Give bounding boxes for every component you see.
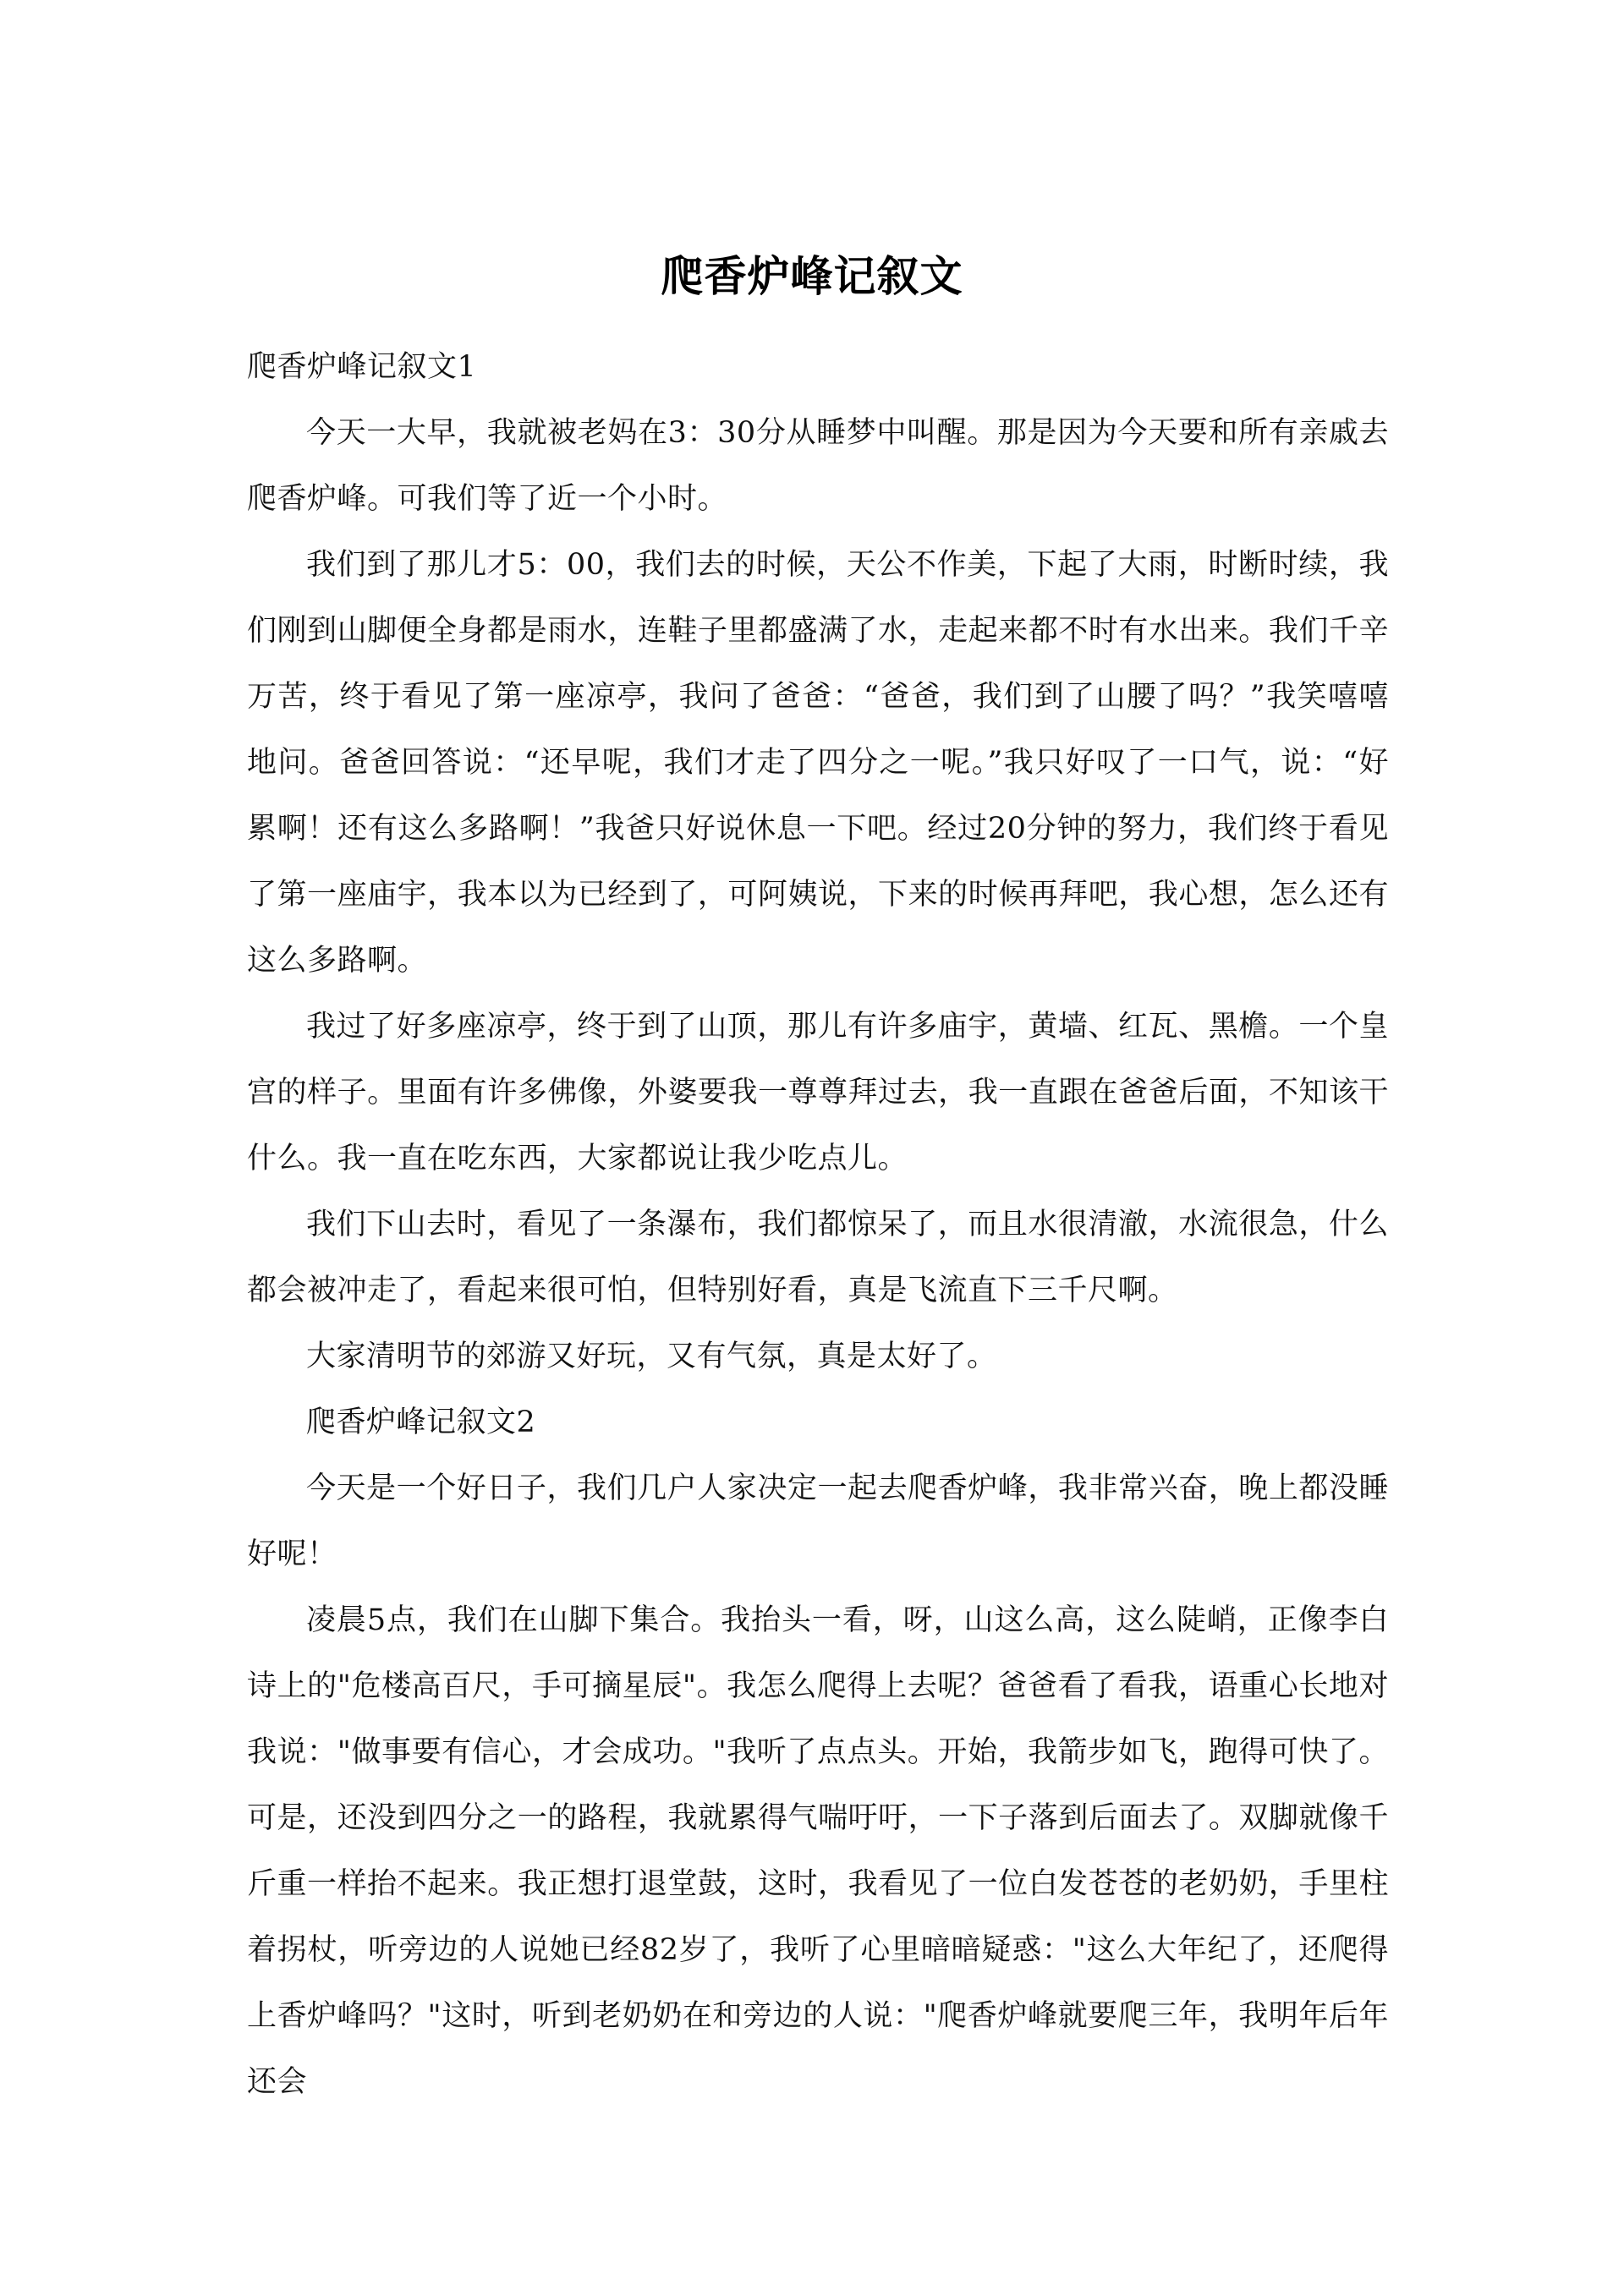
paragraph: 大家清明节的郊游又好玩，又有气氛，真是太好了。 xyxy=(306,1340,997,1373)
paragraph: 凌晨5点，我们在山脚下集合。我抬头一看，呀，山这么高，这么陡峭，正像李白诗上的"危楼高百尺，手可摘星辰"。我怎么爬得上去呢？爸爸看了看我，语重心长地对我说："做事要有信心，才会成功。"我听了点点头。开始，我箭步如飞，跑得可快了。可是，还没到四分之一的路程，我就累得气喘吁吁，一下子落到后面去了。双脚就像千斤重一样抬不起来。我正想打退堂鼓，这时，我看见了一位白发苍苍的老奶奶，手里柱着拐杖，听旁边的人说她已经82岁了，我听了心里暗暗疑惑："这么大年纪了，还爬得上香炉峰吗？"这时，听到老奶奶在和旁边的人说："爬香炉峰就要爬三年，我明年后年还会 xyxy=(247,1603,1389,2099)
document-body xyxy=(247,334,1389,2115)
paragraph: 今天是一个好日子，我们几户人家决定一起去爬香炉峰，我非常兴奋，晚上都没睡好呢！ xyxy=(247,1471,1389,1571)
paragraph: 我们下山去时，看见了一条瀑布，我们都惊呆了，而且水很清澈，水流很急，什么都会被冲走了，看起来很可怕，但特别好看，真是飞流直下三千尺啊。 xyxy=(247,1208,1389,1307)
section-heading: 爬香炉峰记叙文1 xyxy=(247,350,477,384)
paragraph: 今天一大早，我就被老妈在3：30分从睡梦中叫醒。那是因为今天要和所有亲戚去爬香炉峰。可我们等了近一个小时。 xyxy=(247,416,1389,516)
section-heading: 爬香炉峰记叙文2 xyxy=(306,1406,536,1439)
paragraph: 我过了好多座凉亭，终于到了山顶，那儿有许多庙宇，黄墙、红瓦、黑檐。一个皇宫的样子。里面有许多佛像，外婆要我一尊尊拜过去，我一直跟在爸爸后面，不知该干什么。我一直在吃东西，大家都说让我少吃点儿。 xyxy=(247,1010,1389,1175)
paragraph: 我们到了那儿才5：00，我们去的时候，天公不作美，下起了大雨，时断时续，我们刚到山脚便全身都是雨水，连鞋子里都盛满了水，走起来都不时有水出来。我们千辛万苦，终于看见了第一座凉亭，我问了爸爸：“爸爸，我们到了山腰了吗？”我笑嘻嘻地问。爸爸回答说：“还早呢，我们才走了四分之一呢。”我只好叹了一口气，说：“好累啊！还有这么多路啊！”我爸只好说休息一下吧。经过20分钟的努力，我们终于看见了第一座庙宇，我本以为已经到了，可阿姨说，下来的时候再拜吧，我心想，怎么还有这么多路啊。 xyxy=(247,548,1389,978)
document-title: 爬香炉峰记叙文 xyxy=(661,252,963,301)
